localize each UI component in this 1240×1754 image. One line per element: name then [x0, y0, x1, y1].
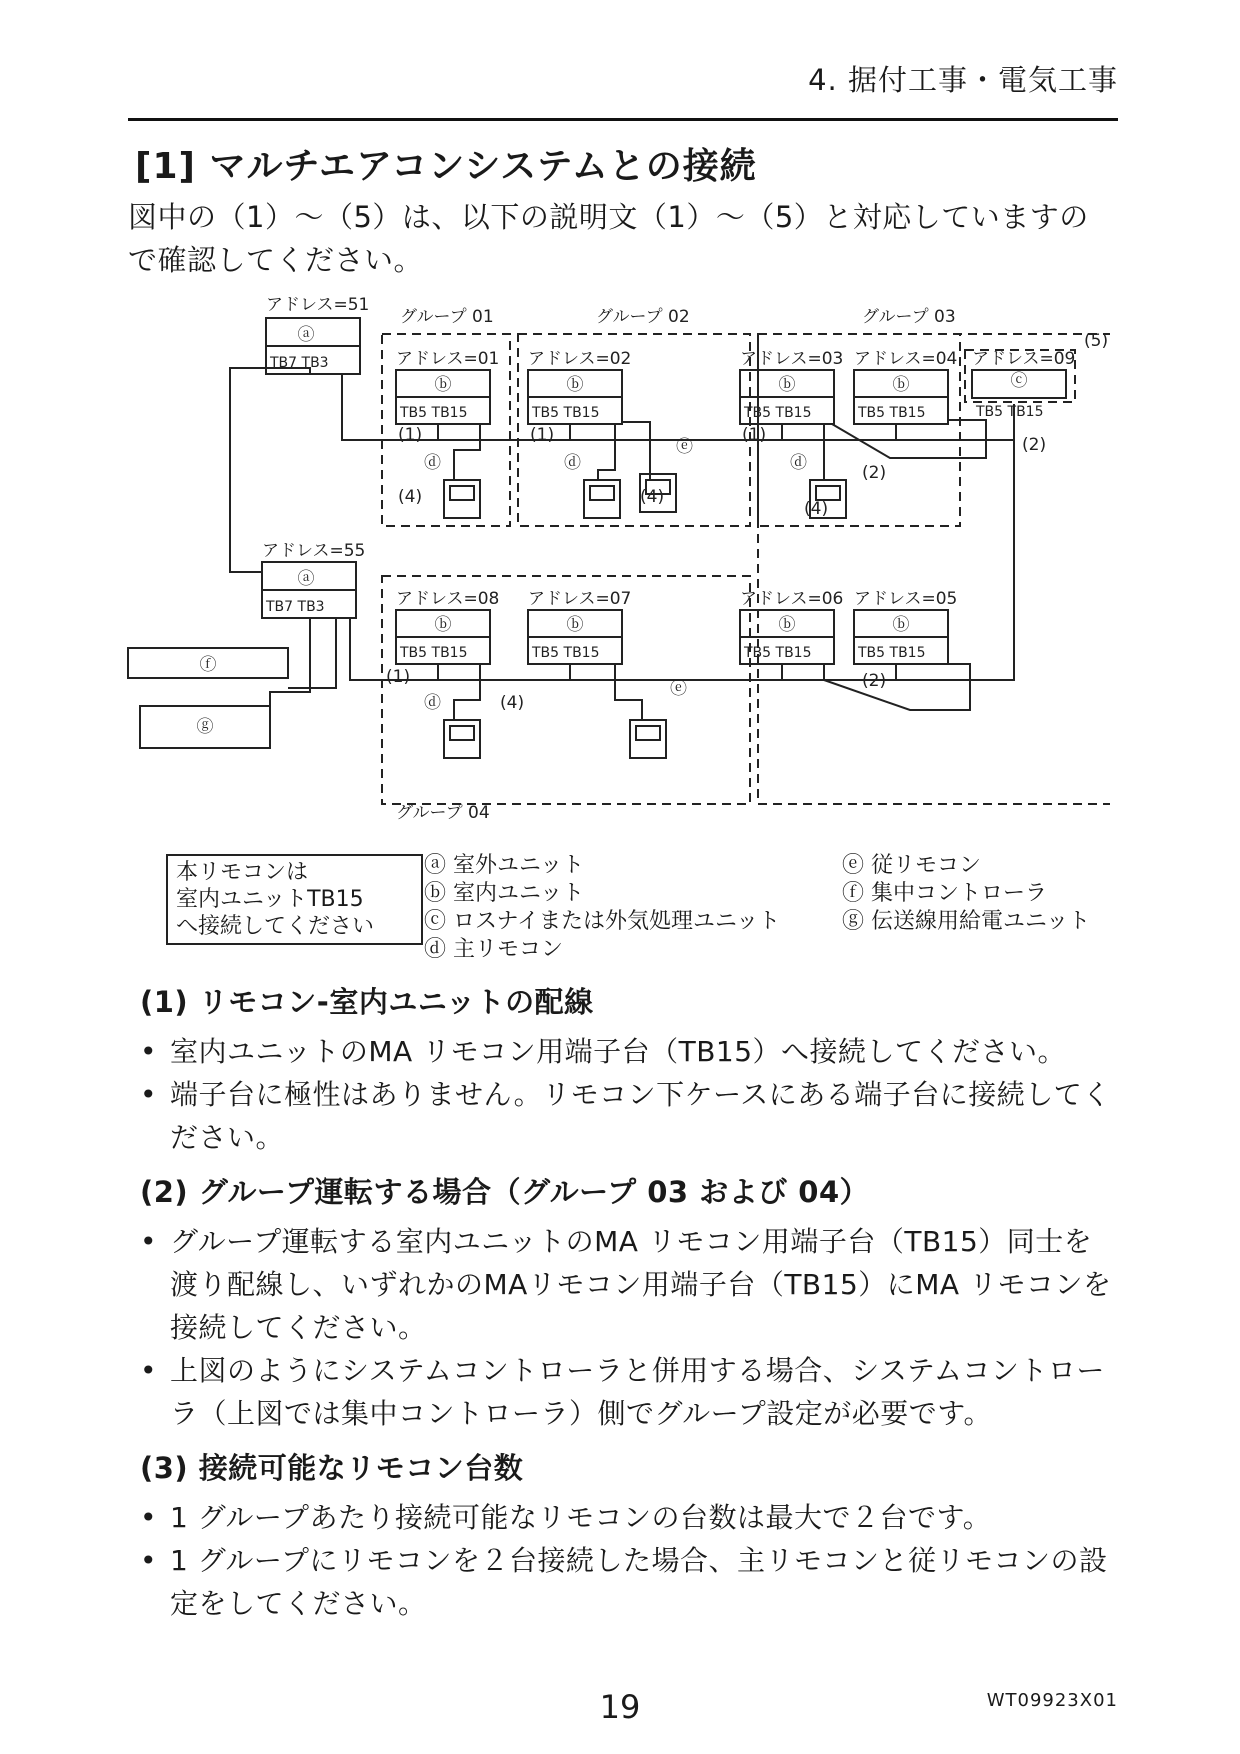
- group-04-label: グループ 04: [396, 803, 490, 820]
- legend-item: ⓓ 主リモコン: [424, 937, 563, 962]
- page-title: [1] マルチエアコンシステムとの接続: [135, 146, 757, 187]
- sub-remote-04: [630, 720, 666, 758]
- main-remote-01: [444, 480, 480, 518]
- callout-2-b: (2): [1022, 435, 1047, 455]
- document-code: WT09923X01: [986, 1690, 1118, 1711]
- bullet-item: • 上図のようにシステムコントローラと併用する場合、システムコントローラ（上図では集中コントローラ）側でグループ設定が必要です。: [140, 1349, 1120, 1435]
- group-03-label: グループ 03: [862, 307, 956, 327]
- power-supply-symbol: ⓖ: [196, 717, 214, 737]
- legend-items-right: [842, 852, 1090, 936]
- indoor-address-04: アドレス=04: [854, 349, 958, 369]
- callout-2-a: (2): [862, 463, 887, 483]
- indoor-symbol-05: ⓑ: [892, 615, 910, 635]
- indoor-terminals-02: TB5 TB15: [532, 405, 600, 421]
- legend-item: ⓖ 伝送線用給電ユニット: [842, 909, 1091, 934]
- bullet-item: • 端子台に極性はありません。リモコン下ケースにある端子台に接続してください。: [140, 1073, 1120, 1159]
- header-rule: [128, 118, 1118, 121]
- section-1-heading: (1) リモコン-室内ユニットの配線: [140, 985, 594, 1019]
- lossnay-symbol: ⓒ: [1010, 371, 1028, 391]
- section-2-heading: (2) グループ運転する場合（グループ 03 および 04）: [140, 1175, 870, 1209]
- legend-note-line: 本リモコンは: [176, 860, 309, 885]
- section-3-heading: (3) 接続可能なリモコン台数: [140, 1451, 524, 1485]
- indoor-symbol-01: ⓑ: [434, 375, 452, 395]
- outdoor-terminals-55: TB7 TB3: [266, 599, 325, 615]
- indoor-address-01: アドレス=01: [396, 349, 500, 369]
- main-remote-symbol-04: ⓓ: [424, 693, 441, 713]
- indoor-address-06: アドレス=06: [740, 589, 844, 609]
- main-remote-02: [584, 480, 620, 518]
- intro-text: 図中の（1）～（5）は、以下の説明文（1）～（5）と対応していますので確認してください。: [128, 200, 1089, 277]
- legend-item: ⓒ ロスナイまたは外気処理ユニット: [424, 909, 781, 934]
- legend-item: ⓔ 従リモコン: [842, 853, 981, 878]
- group-01-label: グループ 01: [400, 307, 494, 327]
- wiring-diagram: [110, 280, 1110, 820]
- outdoor-symbol-51: ⓐ: [297, 325, 315, 345]
- main-remote-symbol-01: ⓓ: [424, 453, 441, 473]
- indoor-terminals-03: TB5 TB15: [744, 405, 812, 421]
- indoor-symbol-07: ⓑ: [566, 615, 584, 635]
- legend-note-line: 室内ユニットTB15: [176, 887, 364, 912]
- callout-1-group03: (1): [742, 425, 767, 445]
- legend-note-line: へ接続してください: [176, 914, 375, 939]
- lossnay-terminals: TB5 TB15: [976, 404, 1044, 420]
- indoor-symbol-04: ⓑ: [892, 375, 910, 395]
- legend-items-left: [424, 852, 780, 964]
- indoor-terminals-05: TB5 TB15: [858, 645, 926, 661]
- legend-item: ⓐ 室外ユニット: [424, 853, 585, 878]
- section-2-bullets: [140, 1220, 1120, 1435]
- indoor-terminals-08: TB5 TB15: [400, 645, 468, 661]
- callout-4-group01: (4): [398, 487, 423, 507]
- callout-1-group01: (1): [398, 425, 423, 445]
- outdoor-symbol-55: ⓐ: [297, 569, 315, 589]
- indoor-symbol-08: ⓑ: [434, 615, 452, 635]
- section-1-bullets: [140, 1030, 1120, 1159]
- indoor-terminals-01: TB5 TB15: [400, 405, 468, 421]
- bullet-item: • 室内ユニットのMA リモコン用端子台（TB15）へ接続してください。: [140, 1030, 1120, 1073]
- callout-4-group03: (4): [804, 499, 829, 519]
- page-number: 19: [599, 1688, 641, 1726]
- main-remote-04: [444, 720, 480, 758]
- indoor-address-08: アドレス=08: [396, 589, 500, 609]
- main-remote-symbol-03: ⓓ: [790, 453, 807, 473]
- outdoor-address-55: アドレス=55: [262, 541, 366, 561]
- sub-remote-symbol-02: ⓔ: [676, 437, 693, 457]
- bullet-item: • 1 グループにリモコンを２台接続した場合、主リモコンと従リモコンの設定をしてください。: [140, 1539, 1120, 1625]
- callout-1-group04: (1): [386, 667, 411, 687]
- outdoor-address-51: アドレス=51: [266, 295, 370, 315]
- callout-2-c: (2): [862, 671, 887, 691]
- callout-5: (5): [1084, 331, 1109, 351]
- indoor-symbol-02: ⓑ: [566, 375, 584, 395]
- section-3-bullets: [140, 1496, 1120, 1625]
- indoor-address-02: アドレス=02: [528, 349, 632, 369]
- section-header: 4. 据付工事・電気工事: [808, 63, 1118, 97]
- indoor-address-05: アドレス=05: [854, 589, 958, 609]
- legend-note-box: [166, 854, 423, 945]
- bullet-item: • グループ運転する室内ユニットのMA リモコン用端子台（TB15）同士を渡り配線し、いずれかのMAリモコン用端子台（TB15）にMA リモコンを接続してください。: [140, 1220, 1120, 1349]
- central-controller-symbol: ⓕ: [199, 655, 217, 675]
- group-02-label: グループ 02: [596, 307, 690, 327]
- indoor-terminals-07: TB5 TB15: [532, 645, 600, 661]
- callout-1-group02: (1): [530, 425, 555, 445]
- callout-4-group02: (4): [640, 487, 665, 507]
- lossnay-address-09: アドレス=09: [972, 349, 1076, 369]
- main-remote-symbol-02: ⓓ: [564, 453, 581, 473]
- sub-remote-symbol-04: ⓔ: [670, 679, 687, 699]
- outdoor-terminals-51: TB7 TB3: [270, 355, 329, 371]
- legend-item: ⓑ 室内ユニット: [424, 881, 585, 906]
- indoor-terminals-04: TB5 TB15: [858, 405, 926, 421]
- indoor-symbol-06: ⓑ: [778, 615, 796, 635]
- callout-4-group04: (4): [500, 693, 525, 713]
- indoor-symbol-03: ⓑ: [778, 375, 796, 395]
- indoor-terminals-06: TB5 TB15: [744, 645, 812, 661]
- indoor-address-07: アドレス=07: [528, 589, 632, 609]
- bullet-item: • 1 グループあたり接続可能なリモコンの台数は最大で２台です。: [140, 1496, 1120, 1539]
- indoor-address-03: アドレス=03: [740, 349, 844, 369]
- legend-item: ⓕ 集中コントローラ: [842, 881, 1047, 906]
